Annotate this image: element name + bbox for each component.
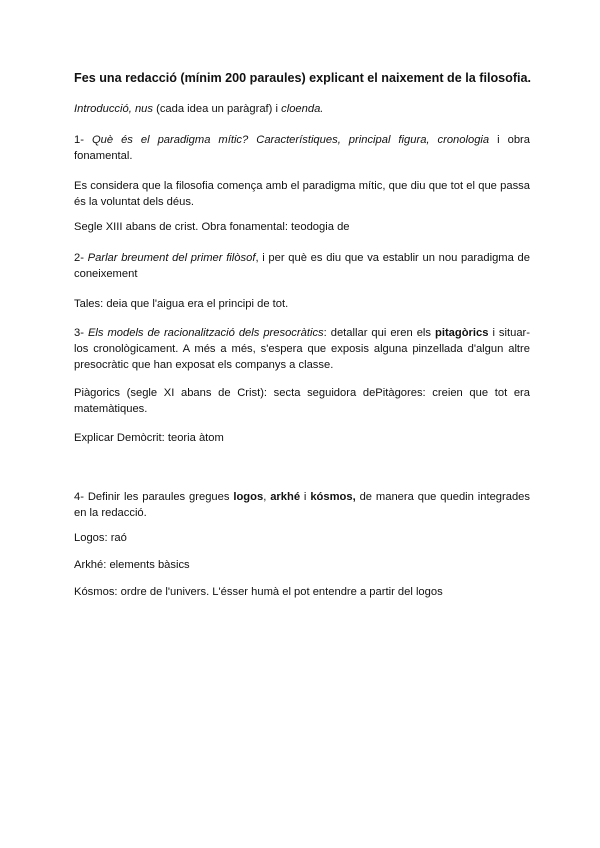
question-1-prefix: 1-: [74, 134, 92, 146]
question-4-rest: de manera que quedin integrades en la redacció.: [74, 491, 531, 519]
question-4-prefix: 4- Definir les paraules gregues: [74, 491, 234, 503]
answer-3a: Piàgorics (segle XI abans de Crist): secta seguidora dePitàgores: creien que tot era matemàtiques.: [74, 387, 530, 415]
question-2: [74, 250, 530, 282]
question-1-italic: Què és el paradigma mític? Característiques, principal figura, cronologia: [91, 134, 490, 146]
answer-2: Tales: deia que l'aigua era el principi de tot.: [74, 298, 289, 310]
answer-4b: Arkhé: elements bàsics: [74, 559, 190, 571]
answer-4a: Logos: raó: [74, 532, 127, 544]
answer-3b: Explicar Demòcrit: teoria àtom: [74, 432, 224, 444]
answer-1a: Es considera que la filosofia comença amb el paradigma mític, que diu que tot el que passa és la voluntat dels déus.: [74, 180, 530, 208]
question-3-bold: pitagòrics: [435, 327, 489, 339]
question-2-prefix: 2-: [74, 252, 88, 264]
question-4-sep1: ,: [263, 491, 271, 503]
intro-part1: Introducció, nus: [74, 103, 153, 115]
question-4: [74, 489, 530, 521]
question-1: [74, 132, 530, 164]
question-4-bold-arkhe: arkhé: [270, 491, 301, 503]
question-4-bold-kosmos: kósmos,: [310, 491, 356, 503]
intro-instruction: [74, 101, 530, 117]
answer-4c: Kósmos: ordre de l'univers. L'ésser humà el pot entendre a partir del logos: [74, 586, 443, 598]
question-3-rest: i situar-los cronològicament. A més a més, s'espera que exposis alguna pinzellada d'algun altre presocràtic que han exposat els companys a classe.: [74, 327, 531, 371]
question-4-sep2: i: [300, 491, 311, 503]
question-4-bold-logos: logos: [233, 491, 264, 503]
question-2-italic: Parlar breument del primer filòsof: [87, 252, 256, 264]
question-3-prefix: 3-: [74, 327, 88, 339]
question-1-rest: i obra fonamental.: [74, 134, 530, 162]
answer-1b: Segle XIII abans de crist. Obra fonamental: teodogia de: [74, 221, 350, 233]
question-3-mid: : detallar qui eren els: [323, 327, 435, 339]
question-3: [74, 325, 530, 373]
intro-part3: cloenda.: [281, 103, 324, 115]
intro-part2: (cada idea un paràgraf) i: [152, 103, 282, 115]
question-2-rest: , i per què es diu que va establir un nou paradigma de coneixement: [74, 252, 530, 280]
question-3-italic: Els models de racionalització dels presocràtics: [87, 327, 324, 339]
page-title: Fes una redacció (mínim 200 paraules) explicant el naixement de la filosofia.: [74, 71, 532, 85]
